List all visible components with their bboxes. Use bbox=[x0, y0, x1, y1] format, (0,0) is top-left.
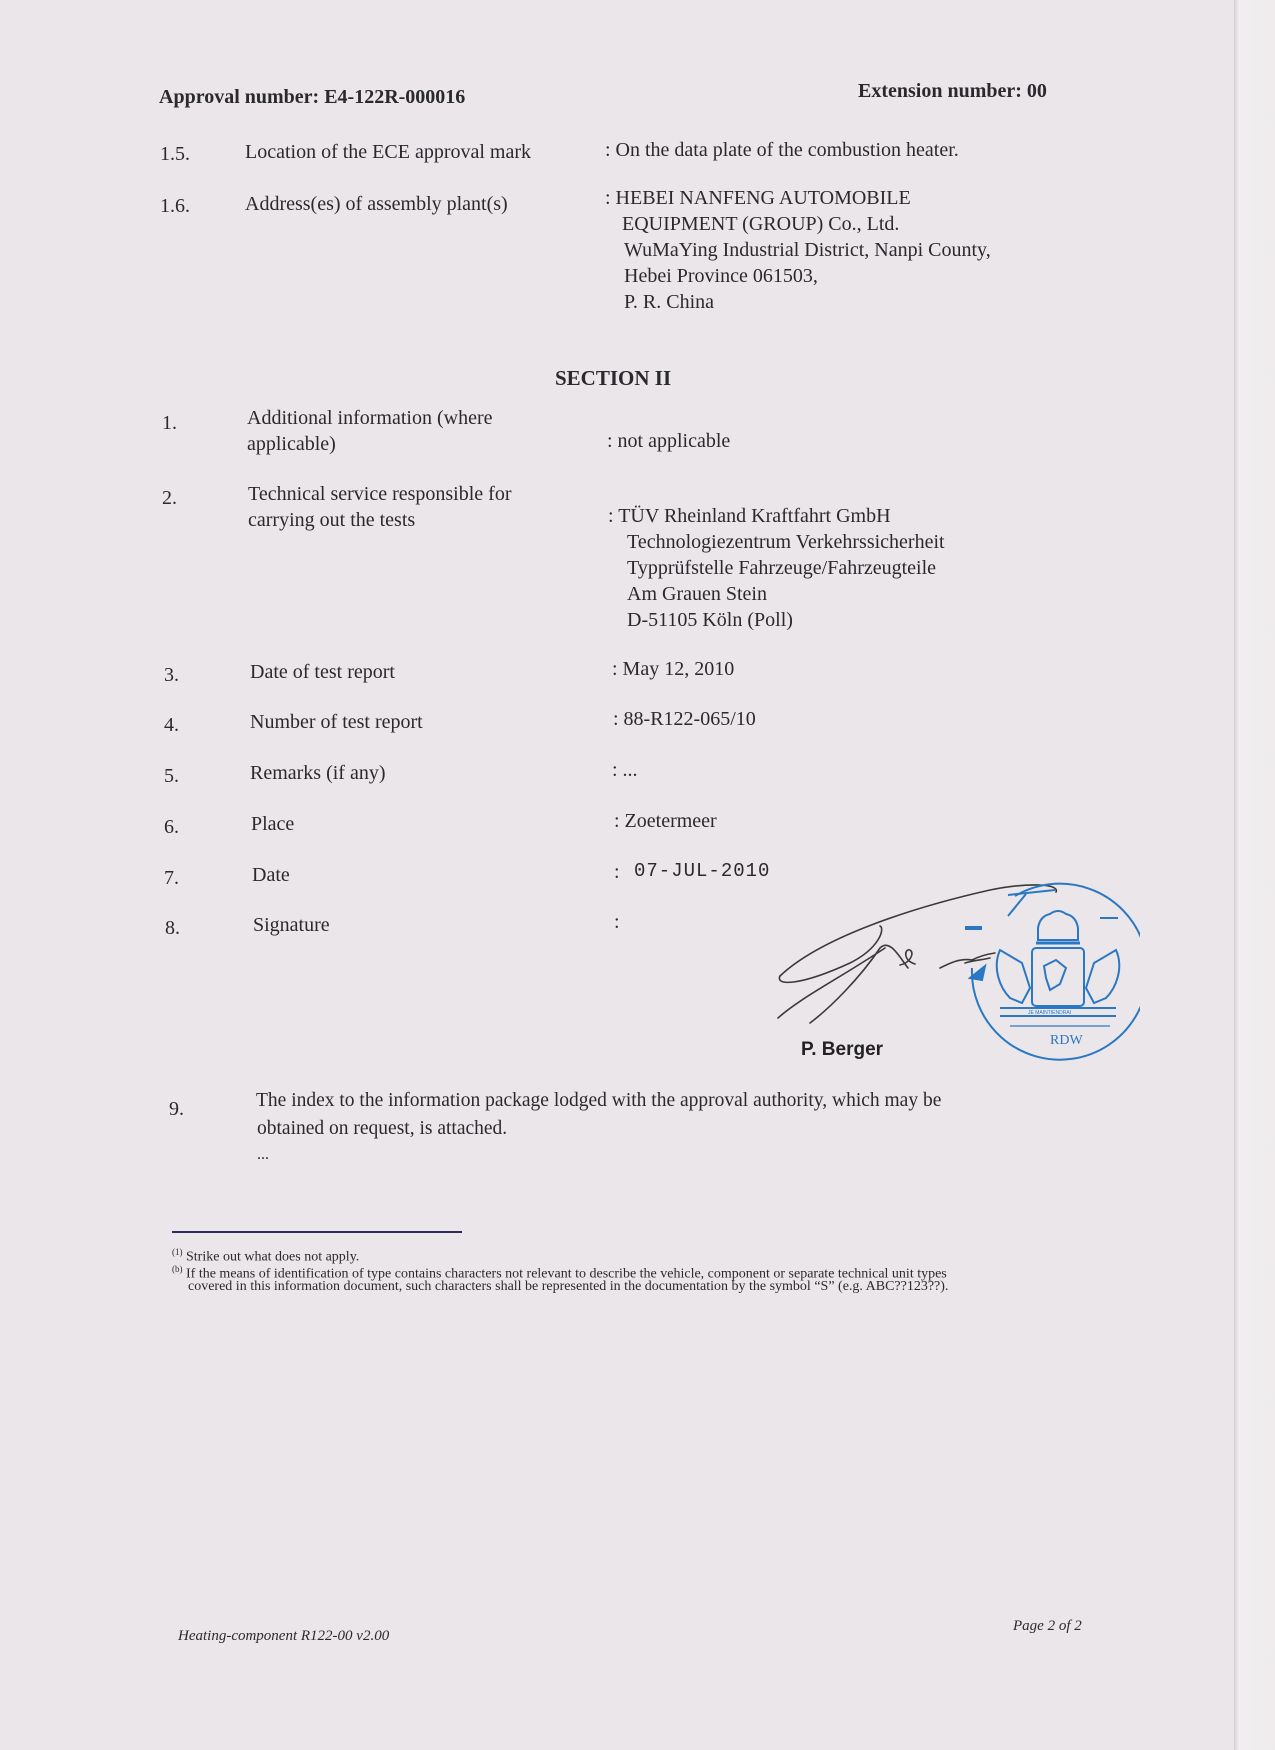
item-label: Date of test report bbox=[250, 661, 395, 683]
stamp-text: RDW bbox=[1050, 1033, 1083, 1048]
item-label: The index to the information package lodged with the approval authority, which may be bbox=[256, 1090, 942, 1111]
item-value-colon: : bbox=[614, 861, 620, 883]
item-value: : 88-R122-065/10 bbox=[613, 708, 756, 730]
item-value: : bbox=[614, 911, 620, 933]
handwritten-signature bbox=[778, 885, 1056, 1023]
item-label: Address(es) of assembly plant(s) bbox=[245, 193, 508, 215]
item-value: : May 12, 2010 bbox=[612, 658, 735, 680]
item-label: applicable) bbox=[247, 433, 336, 455]
address-line: : HEBEI NANFENG AUTOMOBILE bbox=[605, 187, 911, 209]
footnote-text: Strike out what does not apply. bbox=[186, 1249, 360, 1265]
item-number: 9. bbox=[169, 1098, 184, 1120]
item-label: Technical service responsible for bbox=[248, 483, 512, 505]
address-line: WuMaYing Industrial District, Nanpi County, bbox=[624, 239, 991, 261]
approval-number: Approval number: E4-122R-000016 bbox=[159, 86, 466, 108]
signature-stamp-area bbox=[760, 868, 1140, 1068]
service-line: Technologiezentrum Verkehrssicherheit bbox=[627, 531, 945, 553]
item-number: 4. bbox=[164, 714, 179, 736]
item-trailing: ... bbox=[257, 1146, 269, 1163]
service-line: : TÜV Rheinland Kraftfahrt GmbH bbox=[608, 505, 891, 527]
item-label: Additional information (where bbox=[247, 407, 493, 429]
item-value: : On the data plate of the combustion heater. bbox=[605, 139, 959, 161]
footnote-b-continued bbox=[188, 1278, 948, 1296]
page-number: Page 2 of 2 bbox=[1013, 1618, 1082, 1634]
document-id: Heating-component R122-00 v2.00 bbox=[178, 1628, 390, 1644]
address-line: Hebei Province 061503, bbox=[624, 265, 818, 287]
item-number: 1. bbox=[162, 412, 177, 434]
footnote-marker: (1) bbox=[172, 1247, 183, 1257]
footnote-text: covered in this information document, such characters shall be represented in the documentation by the symbol “S” (e.g. ABC??123??). bbox=[188, 1279, 949, 1294]
section-title: SECTION II bbox=[555, 366, 672, 390]
item-label: Location of the ECE approval mark bbox=[245, 141, 532, 163]
footnote-divider bbox=[172, 1231, 462, 1233]
item-label: Number of test report bbox=[250, 711, 423, 733]
item-value: 07-JUL-2010 bbox=[634, 860, 771, 882]
address-line: EQUIPMENT (GROUP) Co., Ltd. bbox=[622, 213, 900, 235]
item-label: carrying out the tests bbox=[248, 509, 416, 531]
service-line: Typprüfstelle Fahrzeuge/Fahrzeugteile bbox=[627, 557, 937, 579]
item-number: 7. bbox=[164, 867, 179, 889]
item-label: Date bbox=[252, 864, 290, 886]
footnote-text: If the means of identification of type contains characters not relevant to describe the vehicle, component or separate technical unit types bbox=[186, 1266, 947, 1282]
service-line: D-51105 Köln (Poll) bbox=[627, 609, 793, 631]
signature-stamp-graphic bbox=[760, 868, 1140, 1068]
item-number: 5. bbox=[164, 765, 179, 787]
signer-name: P. Berger bbox=[801, 1039, 884, 1060]
item-number: 1.6. bbox=[160, 195, 190, 217]
item-label: Signature bbox=[253, 914, 330, 936]
item-number: 6. bbox=[164, 816, 179, 838]
item-value: : ... bbox=[612, 759, 638, 781]
footnote-marker: (b) bbox=[172, 1264, 183, 1274]
item-number: 2. bbox=[162, 487, 177, 509]
paper-edge bbox=[1234, 0, 1275, 1750]
item-label: Remarks (if any) bbox=[250, 762, 386, 784]
stamp-motto: JE MAINTIENDRAI bbox=[1028, 1010, 1072, 1016]
item-label: Place bbox=[251, 813, 295, 835]
item-value: : not applicable bbox=[607, 430, 731, 452]
extension-number: Extension number: 00 bbox=[858, 80, 1047, 102]
item-value: : Zoetermeer bbox=[614, 810, 717, 832]
address-line: P. R. China bbox=[624, 291, 715, 313]
service-line: Am Grauen Stein bbox=[627, 583, 767, 605]
item-number: 1.5. bbox=[160, 143, 190, 165]
item-number: 8. bbox=[165, 917, 180, 939]
item-number: 3. bbox=[164, 664, 179, 686]
item-label: obtained on request, is attached. bbox=[257, 1118, 508, 1139]
